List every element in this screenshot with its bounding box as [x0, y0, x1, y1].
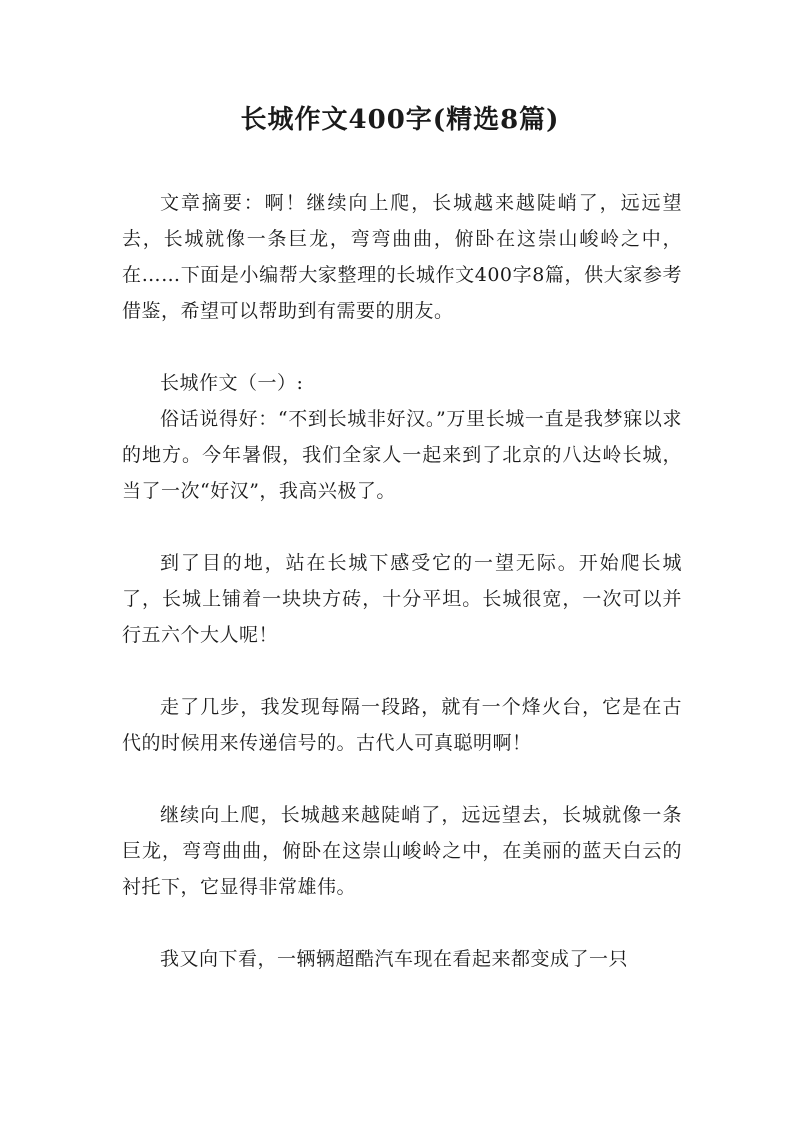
document-body: [122, 185, 682, 977]
body-paragraph: 我又向下看，一辆辆超酷汽车现在看起来都变成了一只: [160, 948, 629, 970]
document-title: 长城作文400字(精选8篇): [240, 105, 560, 135]
body-paragraph: 走了几步，我发现每隔一段路，就有一个烽火台，它是在古代的时候用来传递信号的。古代人可真聪明啊！: [122, 696, 682, 754]
body-paragraph: 到了目的地，站在长城下感受它的一望无际。开始爬长城了，长城上铺着一块块方砖，十分平坦。长城很宽，一次可以并行五六个大人呢！: [122, 552, 682, 646]
body-paragraph: 继续向上爬，长城越来越陡峭了，远远望去，长城就像一条巨龙，弯弯曲曲，俯卧在这崇山峻岭之中，在美丽的蓝天白云的衬托下，它显得非常雄伟。: [122, 804, 682, 898]
summary-paragraph: 文章摘要：啊！继续向上爬，长城越来越陡峭了，远远望去，长城就像一条巨龙，弯弯曲曲，俯卧在这崇山峻岭之中，在……下面是小编帮大家整理的长城作文400字8篇，供大家参考借鉴，希望可以帮助到有需要的朋友。: [122, 192, 682, 322]
section-heading: 长城作文（一）:: [160, 372, 304, 394]
body-paragraph: 俗话说得好：“不到长城非好汉。”万里长城一直是我梦寐以求的地方。今年暑假，我们全家人一起来到了北京的八达岭长城，当了一次“好汉”，我高兴极了。: [122, 408, 682, 502]
